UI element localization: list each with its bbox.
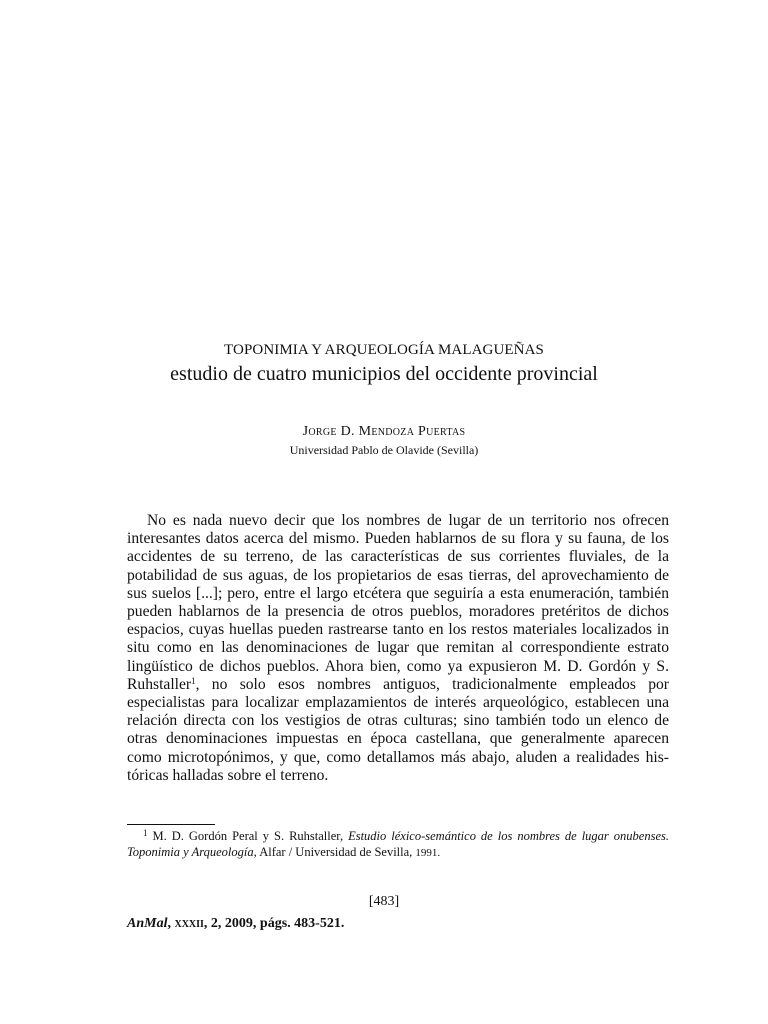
journal-name: AnMal [127,916,168,931]
footnote-year: 1991. [415,847,441,859]
footnote-rule [127,824,215,825]
body-paragraph [127,512,669,785]
author-name: Jorge D. Mendoza Puertas [302,424,466,439]
journal-separator: , [167,916,175,931]
footnote-book-title: Estudio léxico-semántico de los nombres de lugar onubenses. Toponimia y Arqueología [127,829,669,859]
journal-citation [127,916,344,932]
article-subtitle: estudio de cuatro municipios del occidente provincial [170,363,598,385]
author-affiliation: Universidad Pablo de Olavide (Sevilla) [289,443,479,457]
footnote-reference: 1 [191,675,196,686]
body-text-part1: No es nada nuevo decir que los nombres de lugar de un territorio nos ofrecen interesantes datos acerca del mismo. Pueden hablarnos de su flora y su fauna, de los accidentes de su terreno, de las características de sus corrientes fluviales, de la potabilidad de sus aguas, de los propietarios de esas tierras, del aprovechamiento de sus suelos [...]; pero, entre el largo etcétera que seguiría a esta enumeración, también pueden hablarnos de la presencia de otros pueblos, moradores pretéritos de dichos espacios, cuyas huellas pueden rastrearse tanto en los restos materiales localizados in situ como en las denominaciones de lugar que remitan al correspondiente estrato lingüístico de dichos pueblos. Ahora bien, como ya expusieron M. D. Gordón y S. Ruhstaller [127,512,669,693]
body-text-part2: , no solo esos nombres antiguos, tradicionalmente empleados por especialistas para localizar emplazamientos de interés arqueológico, establecen una relación directa con los vestigios de otras culturas; sino también todo un elenco de otras denominaciones impuestas en época castellana, que generalmente aparecen como microtopónimos, y que, como detallamos más abajo, aluden a realidades históricas halladas sobre el terreno. [127,675,669,784]
page-number: [483] [368,894,400,909]
journal-issue-pages: , 2, 2009, págs. 483-521. [203,916,345,931]
footnote-publisher: , Alfar / Universidad de Sevilla, [253,845,416,859]
footnote [127,828,669,861]
footnote-authors: M. D. Gordón Peral y S. Ruhstaller, [147,829,349,843]
journal-volume: xxxii [174,916,204,931]
article-title: TOPONIMIA Y ARQUEOLOGÍA MALAGUEÑAS [224,342,544,358]
footnote-number: 1 [143,828,148,838]
